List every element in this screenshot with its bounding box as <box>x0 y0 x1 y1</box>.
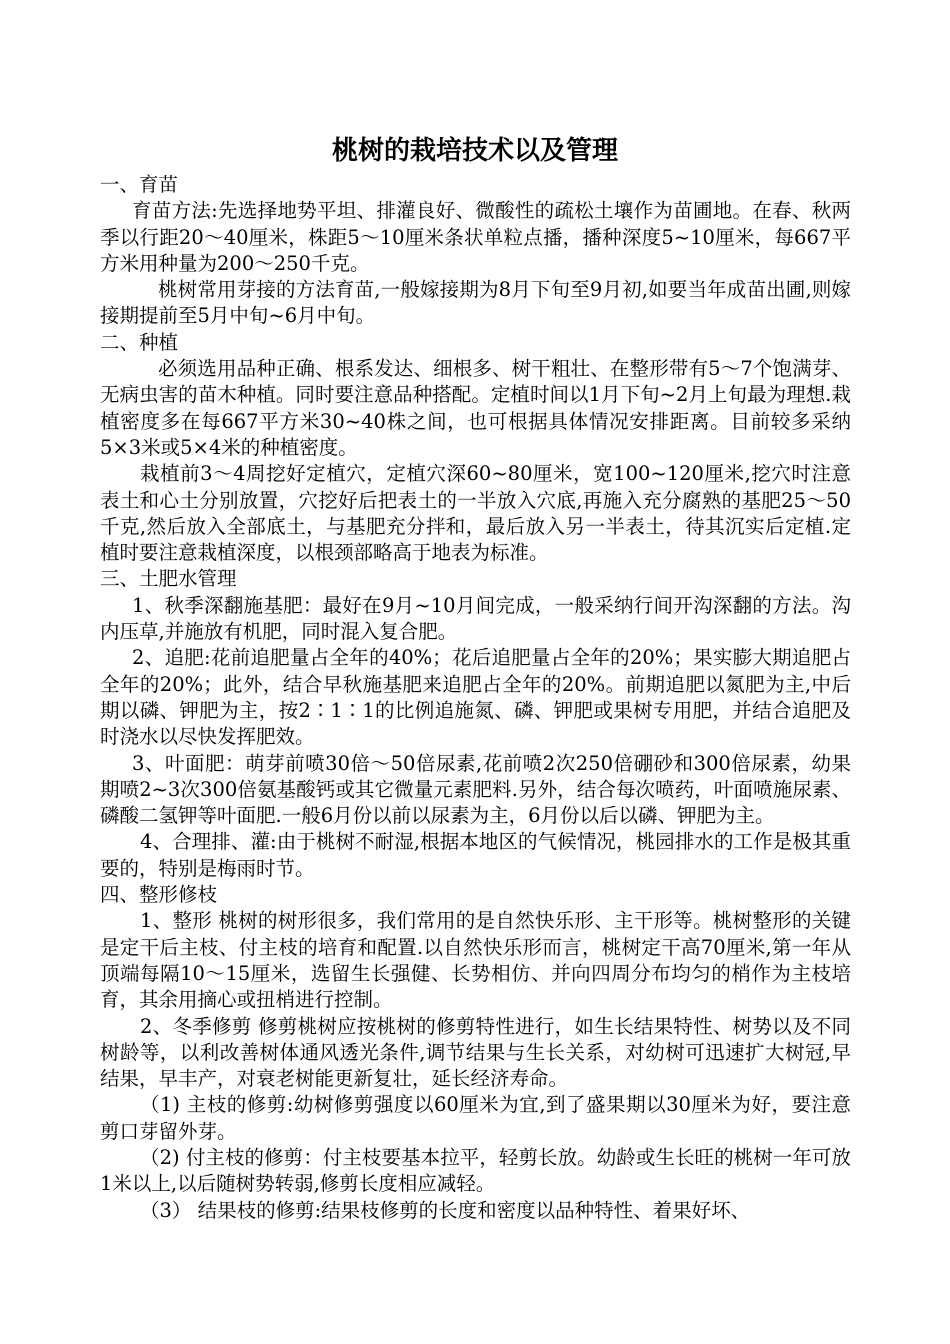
paragraph: 桃树常用芽接的方法育苗,一般嫁接期为8月下旬至9月初,如要当年成苗出圃,则嫁接期提前至5月中旬~6月中旬。 <box>100 278 851 328</box>
paragraph: 1、整形 桃树的树形很多，我们常用的是自然快乐形、主干形等。桃树整形的关键是定干后主枝、付主枝的培育和配置.以自然快乐形而言，桃树定干高70厘米,第一年从顶端每隔10～15厘米，选留生长强健、长势相仿、并向四周分布均匀的梢作为主枝培育，其余用摘心或扭梢进行控制。 <box>100 909 851 1012</box>
section-heading: 一、育苗 <box>100 173 179 196</box>
paragraph: 3、叶面肥：萌芽前喷30倍～50倍尿素,花前喷2次250倍硼砂和300倍尿素，幼果期喷2~3次300倍氨基酸钙或其它微量元素肥料.另外，结合每次喷药，叶面喷施尿素、磷酸二氢钾等叶面肥.一般6月份以前以尿素为主，6月份以后以磷、钾肥为主。 <box>100 751 851 828</box>
paragraph: 1、秋季深翻施基肥：最好在9月~10月间完成，一般采纳行间开沟深翻的方法。沟内压草,并施放有机肥，同时混入复合肥。 <box>100 593 851 644</box>
paragraph: 育苗方法:先选择地势平坦、排灌良好、微酸性的疏松土壤作为苗圃地。在春、秋两季以行距20～40厘米，株距5～10厘米条状单粒点播，播种深度5~10厘米，每667平方米用种量为200～250千克。 <box>100 199 851 275</box>
paragraph: 必须选用品种正确、根系发达、细根多、树干粗壮、在整形带有5～7个饱满芽、无病虫害的苗木种植。同时要注意品种搭配。定植时间以1月下旬~2月上旬最为理想.栽植密度多在每667平方米30~40株之间，也可根据具体情况安排距离。目前较多采纳5×3米或5×4米的种植密度。 <box>100 357 851 459</box>
section-heading: 三、土肥水管理 <box>100 567 237 591</box>
paragraph: （1) 主枝的修剪:幼树修剪强度以60厘米为宜,到了盛果期以30厘米为好，要注意剪口芽留外芽。 <box>100 1093 851 1143</box>
paragraph: 栽植前3～4周挖好定植穴，定植穴深60~80厘米，宽100~120厘米,挖穴时注意表土和心土分别放置，穴挖好后把表土的一半放入穴底,再施入充分腐熟的基肥25～50千克,然后放入全部底土，与基肥充分拌和，最后放入另一半表土，待其沉实后定植.定植时要注意栽植深度，以根颈部略高于地表为标准。 <box>100 462 851 565</box>
document-title: 桃树的栽培技术以及管理 <box>331 136 618 166</box>
document-body <box>100 172 851 1224</box>
paragraph: （2) 付主枝的修剪：付主枝要基本拉平，轻剪长放。幼龄或生长旺的桃树一年可放1米以上,以后随树势转弱,修剪长度相应减轻。 <box>100 1145 851 1196</box>
paragraph: 4、合理排、灌:由于桃树不耐湿,根据本地区的气候情况，桃园排水的工作是极其重要的，特别是梅雨时节。 <box>100 830 851 880</box>
paragraph: 2、追肥:花前追肥量占全年的40%；花后追肥量占全年的20%；果实膨大期追肥占全年的20%；此外，结合早秋施基肥来追肥占全年的20%。前期追肥以氮肥为主,中后期以磷、钾肥为主，按2∶1∶1的比例追施氮、磷、钾肥或果树专用肥，并结合追肥及时浇水以尽快发挥肥效。 <box>100 646 851 749</box>
paragraph: （3） 结果枝的修剪:结果枝修剪的长度和密度以品种特性、着果好坏、 <box>140 1198 751 1222</box>
paragraph: 2、冬季修剪 修剪桃树应按桃树的修剪特性进行，如生长结果特性、树势以及不同树龄等，以利改善树体通风透光条件,调节结果与生长关系，对幼树可迅速扩大树冠,早结果，早丰产，对衰老树能更新复壮，延长经济寿命。 <box>100 1014 851 1091</box>
section-heading: 二、种植 <box>100 330 179 354</box>
section-heading: 四、整形修枝 <box>100 883 218 907</box>
